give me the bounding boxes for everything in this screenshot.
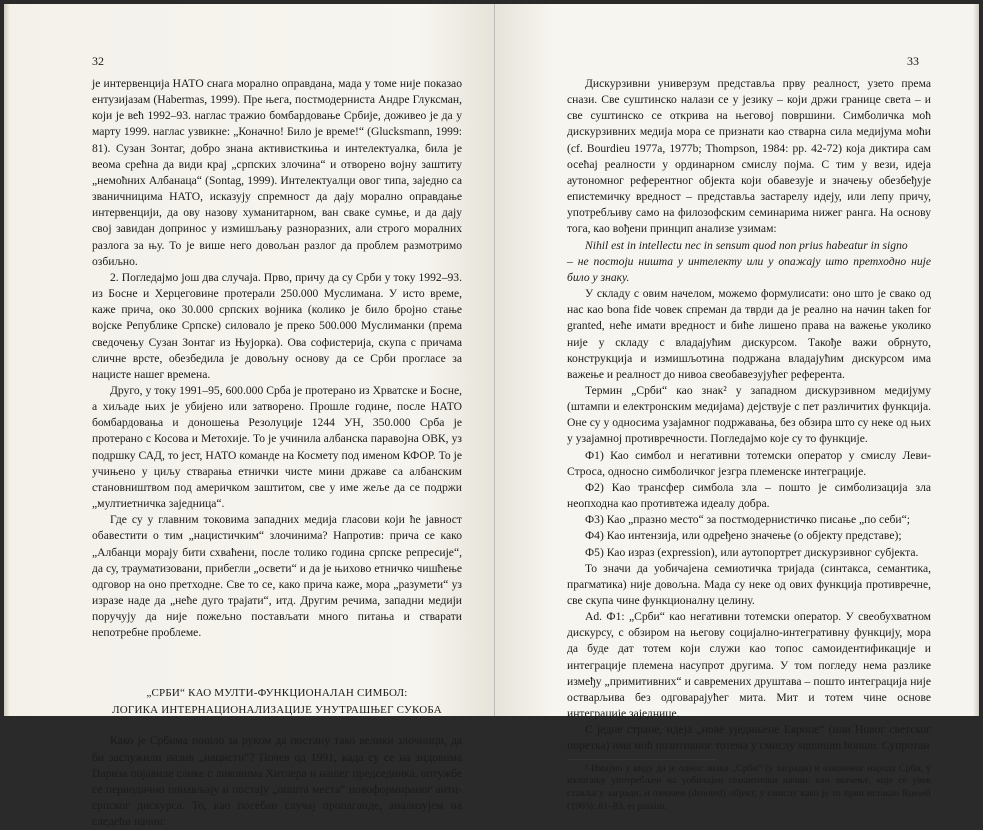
- heading-line: ЛОГИКА ИНТЕРНАЦИОНАЛИЗАЦИЈЕ УНУТРАШЊЕГ СУКОБА: [112, 704, 442, 717]
- left-page: [4, 4, 495, 829]
- footnote-divider: [567, 759, 717, 760]
- footnote: ² Имајмо у виду да је однос знака „Срби“ (у загради) и означеног народа Срби, у излагању употребљен на уобичајен семантички начин: као значење, које се увек ставља у загради, и означен (denoted) објект, у смислу како је то први истакао Russell (1905): 81–83, et passim.: [567, 762, 931, 812]
- paragraph: Друго, у току 1991–95, 600.000 Срба је протерано из Хрватске и Босне, а хиљаде њих је убијено или затворено. Прошле године, после НАТО бомбардовања и доношења Резолуције 1244 УН, 350.000 Срба је протерано с Косова и Метохије. То је учинила албанска паравојна ОВК, уз подршку САД, то јест, НАТО команде на Космету под именом КФОР. То је учињено у циљу стварања етнички чисте мини државе са албанским становништвом под америчком заштитом, све у име жеље да се подржи „мултиетничка заједница“.: [92, 383, 462, 511]
- page-edge: [973, 4, 979, 716]
- function-item: Ф1) Као симбол и негативни тотемски оператор у смислу Леви-Строса, односно симболичког језгра племенске интеграције.: [567, 448, 931, 478]
- quote-translation: – не постоји ништа у интелекту или у опажају што претходно није било у знаку.: [567, 254, 931, 284]
- heading-line: „СРБИ“ КАО МУЛТИ-ФУНКЦИОНАЛАН СИМБОЛ:: [146, 687, 408, 700]
- latin-quote: Nihil est in intellectu nec in sensum quod non prius habeatur in signo: [585, 238, 908, 252]
- paragraph: 2. Погледајмо још два случаја. Прво, причу да су Срби у току 1992–93. из Босне и Херцеговине протерали 250.000 Муслимана. У исто време, каже прича, око 30.000 српских војника (колико је било бројно стање војске Републике Српске) силовало је преко 500.000 Муслиманки (према сведочењу Сузан Зонтаг из Њујорка). Ова софистерија, скупа с причама сличне врсте, обезбедила је довољну основу да се Срби прогласе за нацисте нашег времена.: [92, 270, 462, 381]
- paragraph: Термин „Срби“ као знак² у западном дискурзивном медијуму (штампи и електронским медијама) дејствује с пет различитих функција. Оне су у односима узајамног подржавања, без обзира што су неке од њих у узајамној противречности. Погледајмо које су то функције.: [567, 383, 931, 446]
- paragraph: Како је Србима пошло за руком да постану тако велики злочинци, да би заслужили назив „нацисти“? Почев од 1991, када су се на зидовима Париза појавиле слике с ликовима Хитлера и нашег председника, оптужбе се периодично понављају и постају „општа места“ новоформираног анти-српског дискурса. То, као посебан случај пропаганде, анализујем на следећи начин:: [92, 734, 462, 829]
- page-number: 32: [92, 54, 104, 68]
- book-spread: [4, 4, 979, 829]
- left-page-body: [92, 76, 462, 830]
- page-edge: [4, 4, 10, 716]
- paragraph: Дискурзивни универзум представља прву реалност, узето према снази. Све суштинско налази се у језику – који држи границе света – и све суштинско се открива на његовој површини. Симболичка моћ дискурзивних медија мора се признати као стварна сила медијума моћи (cf. Bourdieu 1977а, 1977b; Thompson, 1984: pp. 42-72) која диктира сам осећај реалности у ординарном смислу појма. С тим у вези, идеја аутономног референтног објекта који обавезује и значењу обезбеђује епистемичку вредност – представља застарелу идеју, или лепу причу, употребљиву само на филозофским семинарима нижег ранга. На основу тога, као вођени принцип анализе узимам:: [567, 77, 931, 236]
- paragraph: Где су у главним токовима западних медија гласови који ће јавност обавестити о тим „нацистичким“ злочинима? Напротив: прича се како „Албанци морају бити схваћени, после толико година српске репресије“, да су, трауматизовани, прибегли „освети“ и да је њихово етничко чишћење одговор на оно претходне. Све то се, како прича каже, мора „разумети“ уз изразе наде да „неће дуго трајати“, итд. Другим речима, западни медији поручују да није пожељно постављати много питања и стварати непотребне проблеме.: [92, 513, 462, 640]
- right-page-body: [567, 76, 931, 814]
- function-item: Ф5) Као израз (expression), или аутопортрет дискурзивног субјекта.: [585, 545, 919, 559]
- function-item: Ф2) Као трансфер симбола зла – пошто је симболизација зла неопходна као противтежа идеалу добра.: [567, 480, 931, 511]
- paragraph: То значи да уобичајена семиотичка тријада (синтакса, семантика, прагматика) није довољна. Мада су неке од ових функција противречне, све скупа чине функционалну целину.: [567, 561, 931, 607]
- section-heading: [92, 685, 462, 719]
- function-item: Ф3) Као „празно место“ за постмодернистичко писање „по себи“;: [585, 513, 910, 527]
- paragraph: Ad. Ф1: „Срби“ као негативни тотемски оператор. У свеобухватном дискурсу, с обзиром на његову социјално-интегративну функцију, мора да буде дат тотем који служи као топос самоидентификације и интеграције племена насупрот другима. У том погледу нема разлике између „примитивних“ и савремених друштава – пошто интеграција није остварљива без одговарајућег мита. Мит и тотем чине основе интеграције заједнице.: [567, 610, 931, 721]
- right-page: [495, 4, 979, 812]
- paragraph: С једне стране, идеја „нове уједињене Европе“ (или Новог светског поретка) има моћ позитивног тотема у смислу summum bonum. Супротан: [567, 723, 931, 753]
- page-number: 33: [907, 54, 919, 68]
- function-item: Ф4) Као интензија, или одређено значење (о објекту представе);: [585, 529, 902, 543]
- paragraph: У складу с овим начелом, можемо формулисати: оно што је свако од нас као bona fide човек спреман да тврди да је реално на начин taken for granted, неће имати вредност и биће лишено права на важење уколико није у складу с владајућим дискурсом. Такође важи обрнуто, конструкција и измишљотина подржана владајућим дискурсом има важење и реалност до нивоа свеобавезујућег референта.: [567, 287, 931, 381]
- paragraph: је интервенција НАТО снага морално оправдана, мада у томе није показао ентузијазам (Habermas, 1999). Пре њега, постмодерниста Андре Глуксман, који је већ 1992–93. наглас тражио бомбардовање Србије, доживео је да у марту 1999. наглас узвикне: „Коначно! Било је време!“ (Glucksmann, 1999: 81). Сузан Зонтаг, добро знана активисткиња и интелектуалка, била је веома срећна да види крај „српских злочина“ и отворено војну заштиту „немоћних Албанаца“ (Sontag, 1999). Интелектуалци овог типа, заједно са званичницима НАТО, исказују спремност да дају морално оправдање интервенцији, да ову назову хуманитарном, ван сваке сумње, и да дају свој завидан допринос у измишљању разноразних, али строго моралних разлога за њу. То је више него довољан разлог да проблем размотримо озбиљно.: [92, 77, 462, 268]
